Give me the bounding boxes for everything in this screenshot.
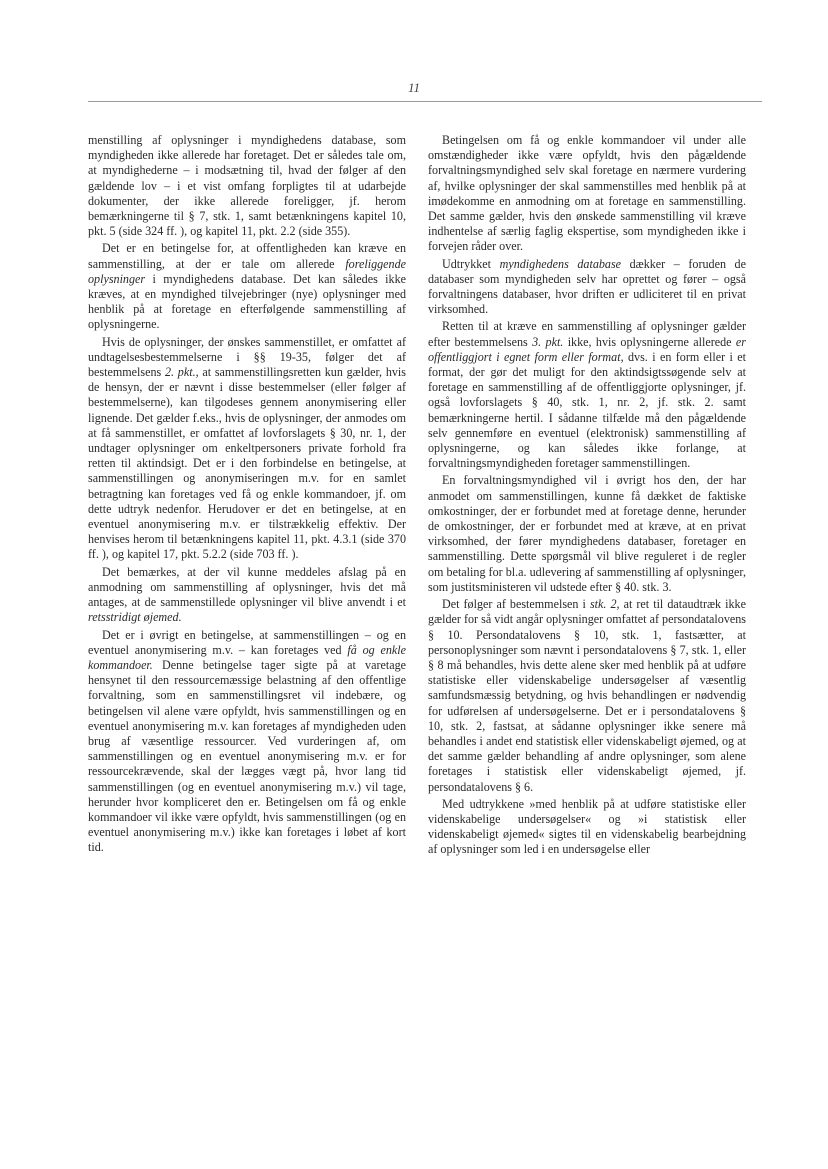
paragraph: Retten til at kræve en sammenstilling af oplysninger gælder efter bestemmelsens 3. pkt. ikke, hvis oplysningerne allerede er offentliggjort i egnet form eller format, dvs. i en form eller i et format, der gør det muligt for den aktindsigtssøgende selv at foretage en sammenstilling af de offentliggjorte oplysninger, jf. også lovforslagets § 40, stk. 1, nr. 2, jf. stk. 2. samt bemærkningerne hertil. I sådanne tilfælde må den pågældende selv gennemføre en eventuel (elektronisk) sammenstilling af oplysningerne, og kan således ikke forlange, at forvaltningsmyndigheden foretager sammenstillingen. [428,319,746,471]
paragraph: Det bemærkes, at der vil kunne meddeles afslag på en anmodning om sammenstilling af oplysninger, hvis det må antages, at de sammenstillede oplysninger vil blive anvendt i et retsstridigt øjemed. [88,564,406,625]
paragraph: Med udtrykkene »med henblik på at udføre statistiske eller videnskabelige undersøgelser« og »i statistisk eller videnskabeligt øjemed« sigtes til en videnskabelig bearbejdning af oplysninger som led i en undersøgelse eller [428,796,746,857]
paragraph: En forvaltningsmyndighed vil i øvrigt hos den, der har anmodet om sammenstillingen, kunne få dækket de faktiske omkostninger, der er forbundet med at foretage denne, herunder de omkostninger, der er forbundet med at kræve, at en privat virksomhed, der fører myndighedens databaser, foretager en sammenstilling. Dette spørgsmål vil blive reguleret i de regler om betaling for bl.a. udlevering af sammenstilling af oplysninger, som justitsministeren vil udstede efter § 40. stk. 3. [428,473,746,594]
paragraph: Det er i øvrigt en betingelse, at sammenstillingen – og en eventuel anonymisering m.v. – kan foretages ved få og enkle kommandoer. Denne betingelse tager sigte på at varetage hensynet til den ressourcemæssige belastning af den offentlige forvaltning, som en sammenstillingsret vil indebære, og betingelsen vil alene være opfyldt, hvis sammenstillingen og en eventuel anonymisering m.v. kan foretages af myndigheden uden brug af væsentlige ressourcer. Ved vurderingen af, om sammenstillingen og en eventuel anonymisering m.v. er for ressourcekrævende, skal der lægges vægt på, hvor lang tid sammenstillingen (og en eventuel anonymisering m.v.) vil tage, herunder hvor kompliceret den er. Betingelsen om få og enkle kommandoer vil ikke være opfyldt, hvis sammenstillingen (og en eventuel anonymisering m.v.) ikke kan foretages i løbet af kort tid. [88,627,407,855]
header-rule [88,101,762,102]
paragraph: Hvis de oplysninger, der ønskes sammenstillet, er omfattet af undtagelsesbestemmelserne i §§ 19-35, følger det af bestemmelsens 2. pkt., at sammenstillingsretten kun gælder, hvis de hensyn, der er nævnt i disse bestemmelser (eller følger af bestemmelserne), kan tilgodeses gennem anonymisering eller lignende. Det gælder f.eks., hvis de oplysninger, der anmodes om at få sammenstillet, er omfattet af lovforslagets § 30, nr. 1, der undtager oplysninger om enkeltpersoners private forhold fra retten til aktindsigt. Det er i den forbindelse en betingelse, at sammenstillingen og anonymiseringen m.v. for en samlet betragtning kan foretages ved få og enkle kommandoer, jf. om dette udtryk nedenfor. Herudover er det en betingelse, at en eventuel anonymisering m.v. er tilstrækkelig effektiv. Der henvises herom til betænkningens kapitel 11, pkt. 4.3.1 (side 370 ff. ), og kapitel 17, pkt. 5.2.2 (side 703 ff. ). [88,334,406,562]
paragraph: Det følger af bestemmelsen i stk. 2, at ret til dataudtræk ikke gælder for så vidt angår oplysninger omfattet af persondatalovens § 10. Persondatalovens § 10, stk. 1, fastsætter, at personoplysninger som nævnt i persondatalovens § 7, stk. 1, eller § 8 må behandles, hvis dette alene sker med henblik på at udføre statistiske eller videnskabelige undersøgelser af væsentlig samfundsmæssig betydning, og hvis behandlingen er nødvendig for udførelsen af undersøgelserne. Det er i persondatalovens § 10, stk. 2, fastsat, at sådanne oplysninger ikke senere må behandles i andet end statistisk eller videnskabeligt øjemed, og at det samme gælder behandling af andre oplysninger, som alene foretages i statistisk eller videnskabeligt øjemed, jf. persondatalovens § 6. [428,597,746,794]
paragraph: Betingelsen om få og enkle kommandoer vil under alle omstændigheder ikke være opfyldt, hvis den pågældende forvaltningsmyndighed selv skal foretage en nærmere vurdering af, hvilke oplysninger der skal sammenstilles med henblik på at imødekomme en anmodning om at foretage en sammenstilling. Det samme gælder, hvis den ønskede sammenstilling vil kræve indhentelse af særlig faglig ekspertise, som myndigheden ikke i forvejen råder over. [428,133,746,254]
paragraph: Udtrykket myndighedens database dækker – foruden de databaser som myndigheden selv har oprettet og fører – også forvaltningens databaser, hvor driften er udliciteret til en privat virksomhed. [428,256,746,317]
paragraph: Det er en betingelse for, at offentligheden kan kræve en sammenstilling, at der er tale om allerede foreliggende oplysninger i myndighedens database. Det kan således ikke kræves, at en myndighed tilvejebringer (nye) oplysninger med henblik på at foretage en efterfølgende sammenstilling af oplysningerne. [88,241,406,332]
page-number: 11 [407,80,421,95]
left-column [88,133,406,858]
right-column [428,133,746,860]
paragraph: menstilling af oplysninger i myndighedens database, som myndigheden ikke allerede har foretaget. Det er således tale om, at myndighederne – i modsætning til, hvad der følger af den gældende lov – i et vist omfang forpligtes til at udarbejde dokumenter, der ikke allerede foreligger, jf. herom bemærkningerne til § 7, stk. 1, samt betænkningens kapitel 10, pkt. 5 (side 324 ff. ), og kapitel 11, pkt. 2.2 (side 355). [88,133,406,239]
